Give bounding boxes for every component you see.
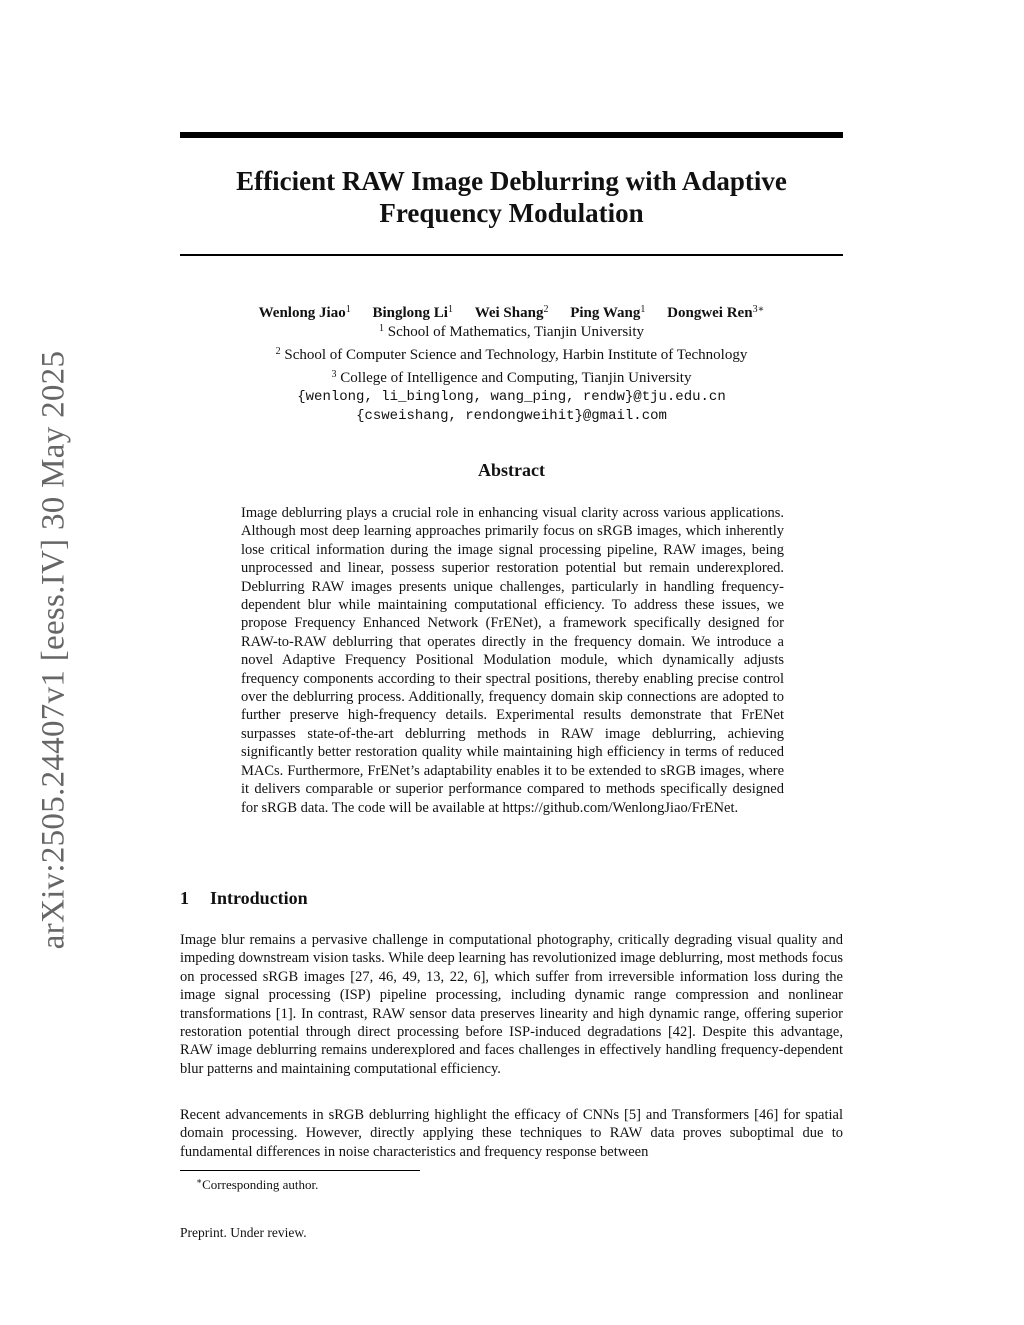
- author: Binglong Li$^1$: [372, 304, 453, 321]
- title-line-1: Efficient RAW Image Deblurring with Adaptive: [236, 166, 787, 196]
- section-heading-introduction: 1 Introduction: [180, 888, 308, 908]
- affiliations: [180, 319, 843, 426]
- author: Ping Wang$^1$: [570, 304, 646, 321]
- abstract-text: Image deblurring plays a crucial role in enhancing visual clarity across various applications. Although most deep learning approaches primarily focus on sRGB images, which inherently lose critical information during the image signal processing pipeline, RAW images, being unprocessed and linear, possess superior restoration potential but remain underexplored. Deblurring RAW images presents unique challenges, particularly in handling frequency-dependent blur while maintaining computational efficiency. To address these issues, we propose Frequency Enhanced Network (FrENet), a framework specifically designed for RAW-to-RAW deblurring that operates directly in the frequency domain. We introduce a novel Adaptive Frequency Positional Modulation module, which dynamically adjusts frequency components according to their spectral positions, thereby enabling precise control over the deblurring process. Additionally, frequency domain skip connections are adopted to further preserve high-frequency details. Experimental results demonstrate that FrENet surpasses state-of-the-art deblurring methods in RAW image deblurring, achieving significantly better restoration quality while maintaining high efficiency in terms of reduced MACs. Furthermore, FrENet’s adaptability enables it to be extended to sRGB images, where it delivers comparable or superior performance compared to methods specifically designed for sRGB data. The code will be available at https://github.com/WenlongJiao/FrENet.: [241, 505, 784, 816]
- footnote: ∗Corresponding author.: [196, 1176, 319, 1192]
- arxiv-identifier: arXiv:2505.24407v1 [eess.IV] 30 May 2025: [35, 350, 72, 950]
- affiliation: $^2$ School of Computer Science and Technology, Harbin Institute of Technology: [275, 346, 748, 363]
- email-line: {csweishang, rendongweihit}@gmail.com: [356, 408, 667, 424]
- title-bottom-rule: [180, 254, 843, 256]
- email-line: {wenlong, li_binglong, wang_ping, rendw}@tju.edu.cn: [297, 389, 726, 405]
- intro-paragraph: Image blur remains a pervasive challenge in computational photography, critically degrading visual quality and impeding downstream vision tasks. While deep learning has revolutionized image deblurring, most methods focus on processed sRGB images [27, 46, 49, 13, 22, 6], which suffer from irreversible information loss during the image signal processing (ISP) pipeline processing, including dynamic range compression and nonlinear transformations [1]. In contrast, RAW sensor data preserves linearity and high dynamic range, offering superior restoration potential through direct processing before ISP-induced degradations [42]. Despite this advantage, RAW image deblurring remains underexplored and faces challenges in effectively handling frequency-dependent blur patterns and maintaining computational efficiency.: [180, 932, 843, 1077]
- footnote-rule: [180, 1170, 420, 1171]
- affiliation: $^3$ College of Intelligence and Computing, Tianjin University: [331, 369, 692, 386]
- author: Dongwei Ren$^{3∗}$: [667, 304, 765, 321]
- title-line-2: Frequency Modulation: [379, 198, 644, 228]
- intro-paragraph: Recent advancements in sRGB deblurring highlight the efficacy of CNNs [5] and Transformers [46] for spatial domain processing. However, directly applying these techniques to RAW data proves suboptimal due to fundamental differences in noise characteristics and frequency response between: [180, 1107, 843, 1160]
- author: Wenlong Jiao$^1$: [258, 304, 351, 321]
- author: Wei Shang$^2$: [474, 304, 549, 321]
- title-top-rule: [180, 132, 843, 138]
- affiliation: $^1$ School of Mathematics, Tianjin University: [379, 323, 644, 340]
- preprint-notice: Preprint. Under review.: [180, 1225, 307, 1240]
- abstract-heading: Abstract: [478, 460, 545, 480]
- paper-title: [180, 165, 843, 229]
